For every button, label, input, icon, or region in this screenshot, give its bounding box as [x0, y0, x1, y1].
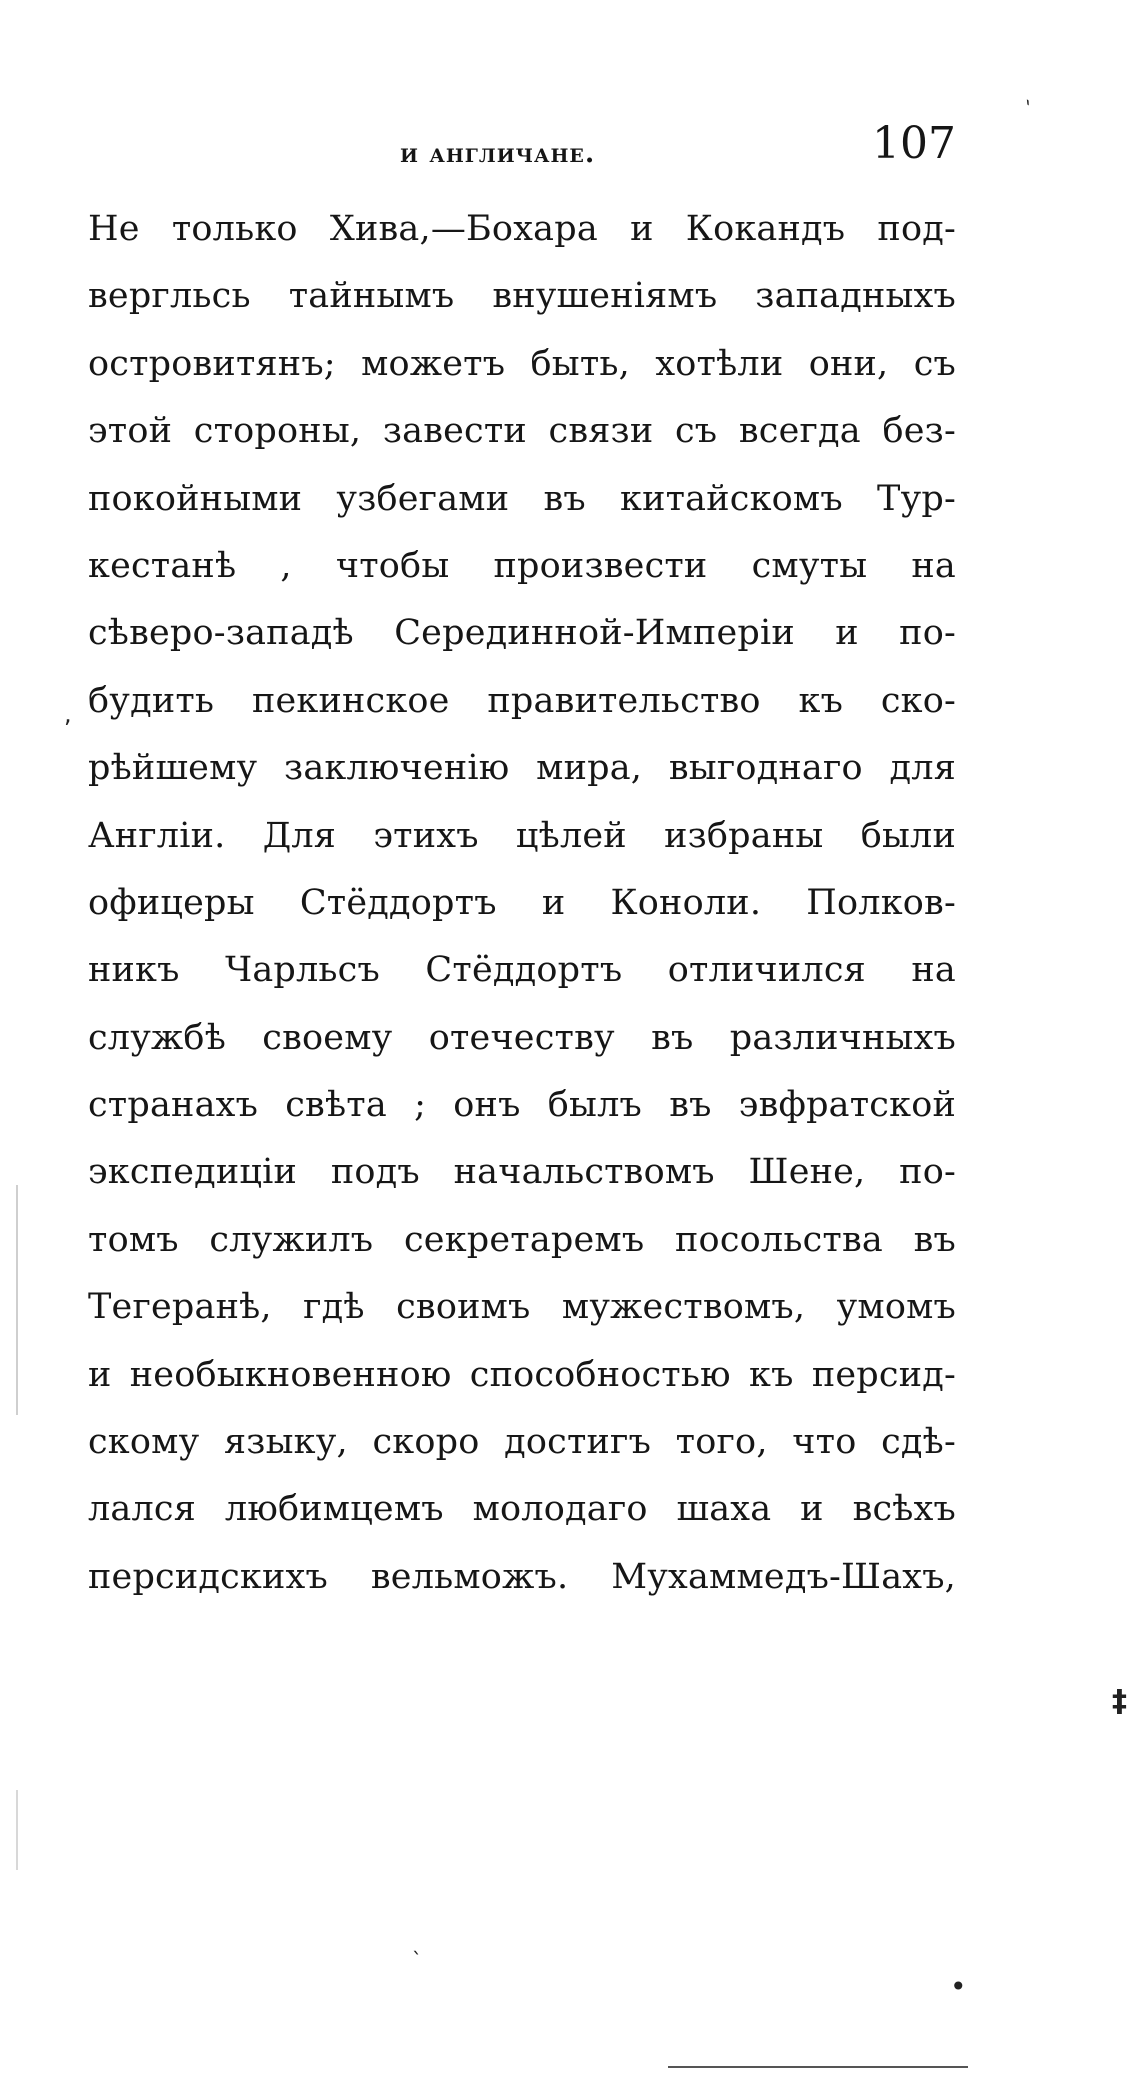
text-line: томъ служилъ секретаремъ посольства въ — [88, 1219, 956, 1260]
running-title: и англичане. — [400, 138, 596, 169]
scan-speck-mark: • — [950, 1970, 967, 2003]
body-text — [88, 196, 956, 1611]
text-line: Не только Хива,—Бохара и Кокандъ под- — [88, 209, 956, 249]
page-number: 107 — [872, 118, 956, 169]
text-line: никъ Чарльсъ Стёддортъ отличился на — [88, 950, 956, 991]
text-line: персидскихъ вельможъ. Мухаммедъ-Шахъ, — [88, 1556, 956, 1597]
text-line: экспедиціи подъ начальствомъ Шене, по- — [88, 1152, 956, 1193]
text-line: Англіи. Для этихъ цѣлей избраны были — [88, 815, 956, 856]
text-line: Тегеранѣ, гдѣ своимъ мужествомъ, умомъ — [88, 1287, 956, 1328]
text-line: будить пекинское правительство къ ско- — [88, 680, 956, 721]
scan-edge-line — [16, 1185, 18, 1415]
scan-speck-mark: ` — [1011, 97, 1036, 124]
text-line: рѣйшему заключенію мира, выгоднаго для — [88, 748, 956, 789]
bottom-rule — [668, 2066, 968, 2068]
text-line: офицеры Стёддортъ и Коноли. Полков- — [88, 882, 956, 923]
text-line: скому языку, скоро достигъ того, что сдѣ- — [88, 1422, 956, 1463]
text-line: вергльсь тайнымъ внушеніямъ западныхъ — [88, 276, 956, 317]
text-line: странахъ свѣта ; онъ былъ въ эвфратской — [88, 1085, 956, 1126]
scan-speck-mark: ‡ — [1112, 1684, 1127, 1719]
text-line: островитянъ; можетъ быть, хотѣли они, съ — [88, 343, 956, 384]
text-line: службѣ своему отечеству въ различныхъ — [88, 1017, 956, 1058]
scan-speck-mark: , — [64, 700, 72, 728]
text-line: и необыкновенною способностью къ персид- — [88, 1354, 956, 1395]
text-line: покойными узбегами въ китайскомъ Тур- — [88, 478, 956, 519]
running-head — [88, 118, 956, 178]
text-line: сѣверо-западѣ Серединной-Имперіи и по- — [88, 613, 956, 654]
text-line: лался любимцемъ молодаго шаха и всѣхъ — [88, 1489, 956, 1530]
text-line: этой стороны, завести связи съ всегда без- — [88, 411, 956, 452]
scan-speck-mark: ` — [412, 1948, 422, 1972]
scan-edge-line — [16, 1790, 18, 1870]
text-line: кестанѣ , чтобы произвести смуты на — [88, 545, 956, 586]
